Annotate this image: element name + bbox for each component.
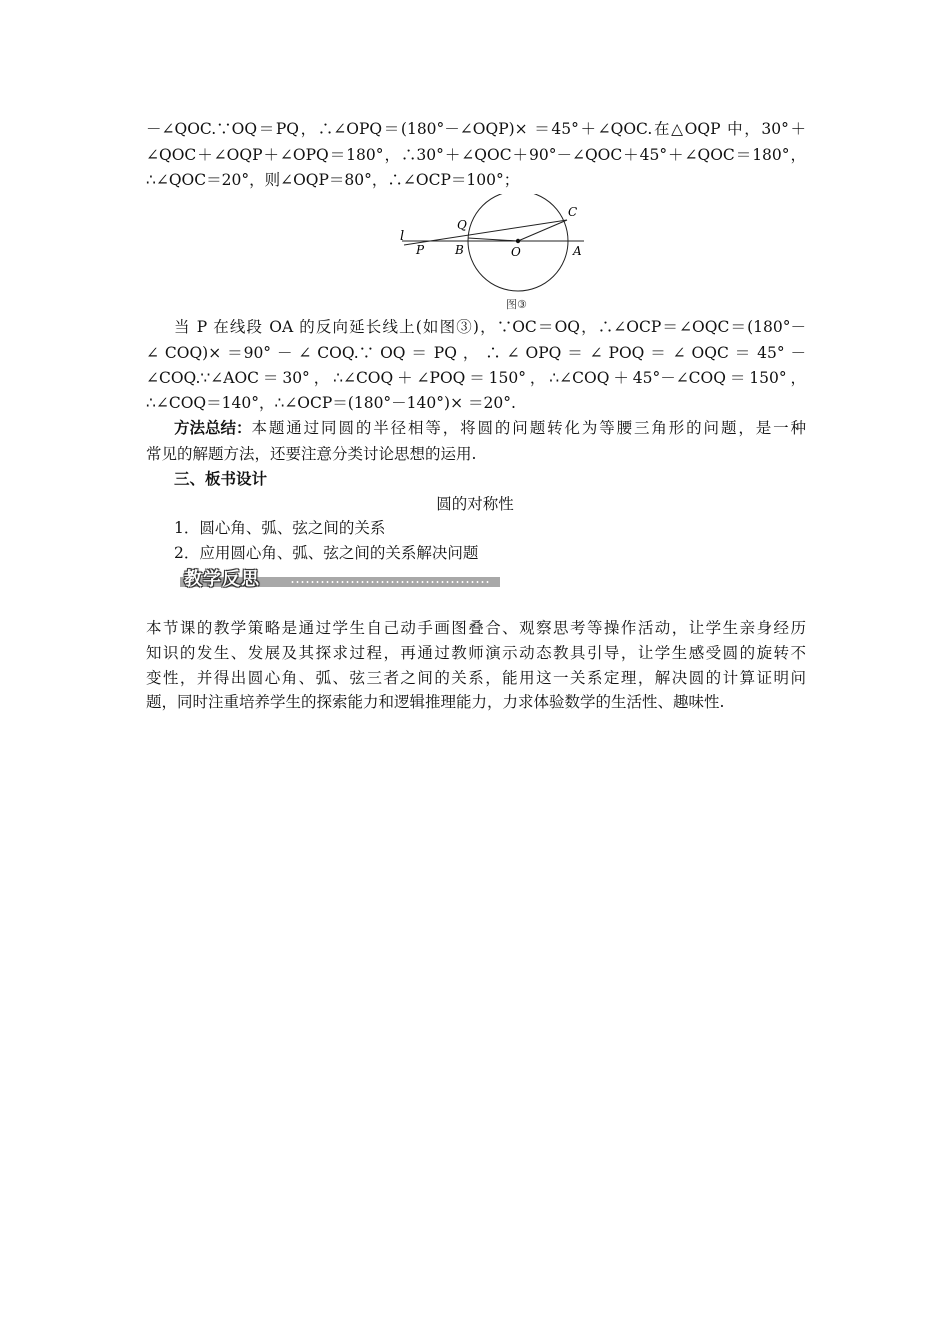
board-design-heading: 三、板书设计 [174, 469, 268, 488]
para2-line-4: ∴∠COQ＝140°，∴∠OCP＝(180°－140°)× ＝20°. [146, 394, 516, 412]
solution-line-1: －∠QOC.∵OQ＝PQ，∴∠OPQ＝(180°－∠OQP)× ＝45°＋∠QOC.在△OQP 中，30°＋ [146, 120, 806, 138]
reflection-line-4: 题，同时注重培养学生的探索能力和逻辑推理能力，力求体验数学的生活性、趣味性. [146, 693, 725, 711]
reflection-line-1: 本节课的教学策略是通过学生自己动手画图叠合、观察思考等操作活动，让学生亲身经历 [146, 619, 806, 637]
method-summary-text: 本题通过同圆的半径相等，将圆的问题转化为等腰三角形的问题，是一种 [251, 419, 806, 437]
method-summary-label: 方法总结： [174, 418, 252, 437]
reflection-banner [180, 567, 500, 589]
label-o: O [511, 245, 521, 259]
reflection-banner-title: 教学反思 [184, 569, 260, 590]
method-summary-line-2: 常见的解题方法，还要注意分类讨论思想的运用. [146, 445, 477, 463]
label-p: P [416, 243, 425, 257]
solution-line-3: ∴∠QOC＝20°，则∠OQP＝80°，∴∠OCP＝100°； [146, 171, 520, 189]
para2-line-3: ∠COQ.∵∠AOC＝30°，∴∠COQ＋∠POQ＝150°，∴∠COQ＋45°－∠COQ＝150°， [146, 369, 806, 387]
label-q: Q [457, 218, 467, 232]
reflection-line-3: 变性，并得出圆心角、弧、弦三者之间的关系，能用这一关系定理，解决圆的计算证明问 [146, 669, 806, 687]
method-summary-line-1 [174, 417, 806, 439]
board-title: 圆的对称性 [436, 495, 514, 513]
para2-line-2: ∠ COQ)× ＝90° － ∠ COQ.∵ OQ ＝ PQ ， ∴ ∠ OPQ ＝ ∠ POQ ＝ ∠ OQC ＝ 45° － [146, 344, 806, 362]
board-item-2: 2．应用圆心角、弧、弦之间的关系解决问题 [174, 544, 479, 562]
reflection-line-2: 知识的发生、发展及其探求过程，再通过教师演示动态教具引导，让学生感受圆的旋转不 [146, 644, 806, 662]
para2-line-1: 当 P 在线段 OA 的反向延长线上(如图③)，∵OC＝OQ，∴∠OCP＝∠OQC＝(180°－ [174, 318, 806, 336]
figure-caption: 图③ [506, 298, 527, 311]
segment-oc [518, 220, 567, 241]
geometry-figure [396, 194, 616, 316]
board-item-1: 1．圆心角、弧、弦之间的关系 [174, 519, 386, 537]
banner-dots [290, 581, 490, 583]
label-b: B [455, 243, 464, 257]
label-a: A [573, 244, 582, 258]
solution-line-2: ∠QOC＋∠OQP＋∠OPQ＝180°，∴30°＋∠QOC＋90°－∠QOC＋45°＋∠QOC＝180°， [146, 146, 806, 164]
center-point [516, 239, 520, 243]
label-l: l [400, 229, 405, 244]
label-c: C [568, 205, 578, 219]
